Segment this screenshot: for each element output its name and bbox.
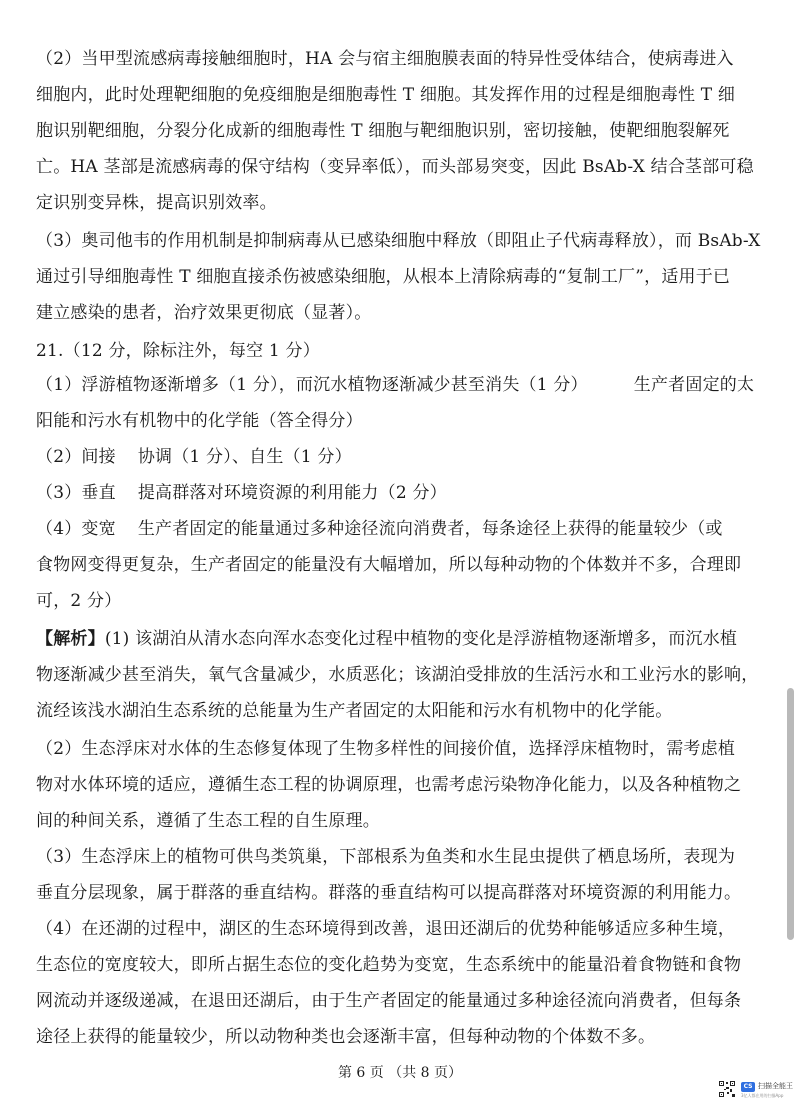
answer-text: （4）变宽 — [36, 519, 116, 539]
scrollbar-thumb[interactable] — [787, 688, 794, 940]
text-line: 途径上获得的能量较少，所以动物种类也会逐渐丰富，但每种动物的个体数不多。 — [36, 1027, 656, 1047]
text-line: （2）当甲型流感病毒接触细胞时，HA 会与宿主细胞膜表面的特异性受体结合，使病毒进入 — [36, 49, 734, 69]
answer-text: 提高群落对环境资源的利用能力（2 分） — [137, 483, 447, 503]
answer-text: 生产者固定的能量通过多种途径流向消费者，每条途径上获得的能量较少（或 — [137, 519, 723, 539]
watermark-name: 扫描全能王 — [758, 1082, 793, 1090]
text-line: 可，2 分） — [36, 591, 122, 611]
text-line: 亡。HA 茎部是流感病毒的保守结构（变异率低），而头部易突变，因此 BsAb-X 结合茎部可稳 — [36, 157, 754, 177]
text-line: 物对水体环境的适应，遵循生态工程的协调原理，也需考虑污染物净化能力，以及各种植物之 — [36, 775, 742, 795]
question-header: 21.（12 分，除标注外，每空 1 分） — [36, 341, 320, 361]
text-line: 垂直分层现象，属于群落的垂直结构。群落的垂直结构可以提高群落对环境资源的利用能力。 — [36, 883, 742, 903]
analysis-first-line — [36, 628, 780, 650]
text-line: 生态位的宽度较大，即所占据生态位的变化趋势为变宽，生态系统中的能量沿着食物链和食物 — [36, 955, 742, 975]
camscanner-logo-icon: CS — [741, 1082, 755, 1092]
text-line: 胞识别靶细胞，分裂分化成新的细胞毒性 T 细胞与靶细胞识别，密切接触，使靶细胞裂解死 — [36, 121, 730, 141]
answer-line-1 — [36, 374, 780, 396]
answer-text: （2）间接 — [36, 447, 116, 467]
answer-text: 生产者固定的太 — [633, 375, 755, 395]
text-line: 阳能和污水有机物中的化学能（答全得分） — [36, 411, 363, 431]
text-line: 物逐渐减少甚至消失，氧气含量减少，水质恶化；该湖泊受排放的生活污水和工业污水的影响， — [36, 665, 759, 685]
answer-line-2 — [36, 446, 780, 468]
text-line: （3）生态浮床上的植物可供鸟类筑巢，下部根系为鱼类和水生昆虫提供了栖息场所，表现为 — [36, 847, 736, 867]
text-line: 间的种间关系，遵循了生态工程的自生原理。 — [36, 811, 380, 831]
text-line: 建立感染的患者，治疗效果更彻底（显著）。 — [36, 303, 372, 323]
text-line: 细胞内，此时处理靶细胞的免疫细胞是细胞毒性 T 细胞。其发挥作用的过程是细胞毒性 T 细 — [36, 85, 736, 105]
text-line: （2）生态浮床对水体的生态修复体现了生物多样性的间接价值，选择浮床植物时，需考虑植 — [36, 739, 736, 759]
text-line: （4）在还湖的过程中，湖区的生态环境得到改善，退田还湖后的优势种能够适应多种生境， — [36, 919, 736, 939]
analysis-text: (1) 该湖泊从清水态向浑水态变化过程中植物的变化是浮游植物逐渐增多，而沉水植 — [104, 629, 738, 649]
scanner-watermark — [718, 1078, 796, 1102]
page-number: 第 6 页 （共 8 页） — [337, 1065, 463, 1081]
text-line: 流经该浅水湖泊生态系统的总能量为生产者固定的太阳能和污水有机物中的化学能。 — [36, 701, 673, 721]
answer-text: 协调（1 分）、自生（1 分） — [137, 447, 352, 467]
watermark-subtitle: 3亿人都在用的扫描App — [741, 1093, 784, 1098]
answer-text: （3）垂直 — [36, 483, 116, 503]
text-line: 网流动并逐级递减，在退田还湖后，由于生产者固定的能量通过多种途径流向消费者，但每条 — [36, 991, 742, 1011]
text-line: 通过引导细胞毒性 T 细胞直接杀伤被感染细胞，从根本上清除病毒的“复制工厂”，适用于已 — [36, 267, 731, 287]
text-line: 定识别变异株，提高识别效率。 — [36, 193, 277, 213]
answer-line-3 — [36, 482, 780, 504]
text-line: 食物网变得更复杂，生产者固定的能量没有大幅增加，所以每种动物的个体数并不多，合理即 — [36, 555, 742, 575]
analysis-label: 【解析】 — [36, 629, 105, 649]
qr-code-icon — [718, 1080, 736, 1098]
answer-text: （1）浮游植物逐渐增多（1 分），而沉水植物逐渐减少甚至消失（1 分） — [36, 375, 588, 395]
answer-line-4 — [36, 518, 780, 540]
text-line: （3）奥司他韦的作用机制是抑制病毒从已感染细胞中释放（即阻止子代病毒释放），而 BsAb-X — [36, 231, 761, 251]
